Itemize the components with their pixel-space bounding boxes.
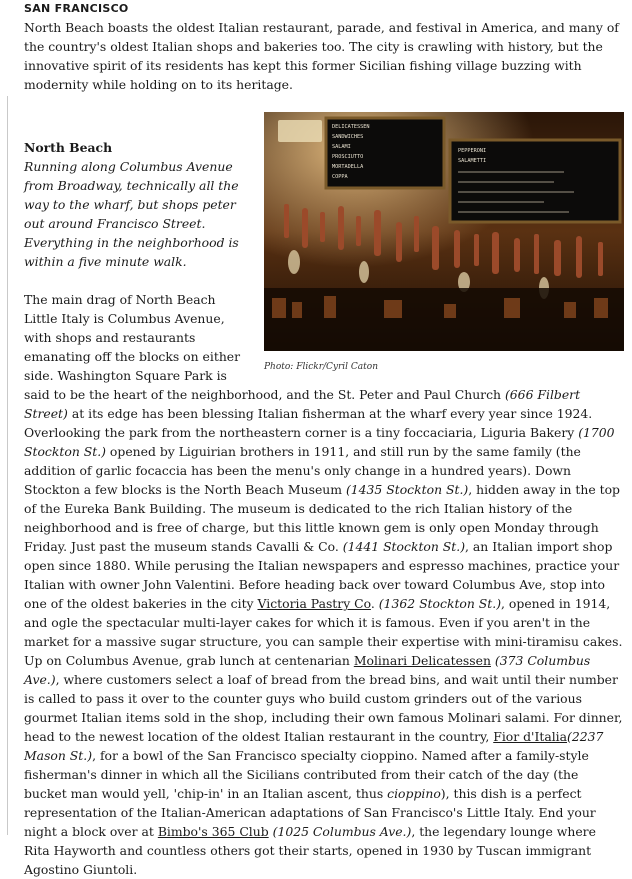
body-text: at its edge has been blessing Italian fisherman at the wharf every year since 1924. Overlooking the park from the northeastern corner is a tiny foccaciaria, Liguria Bakery xyxy=(24,406,593,440)
section-kicker: SAN FRANCISCO xyxy=(24,2,129,15)
article-body xyxy=(24,290,624,879)
address: (2237 Mason St.) xyxy=(24,729,604,763)
intro-paragraph: North Beach boasts the oldest Italian restaurant, parade, and festival in America, and many of the country's oldest Italian shops and bakeries too. The city is crawling with history, but the innovative spirit of its residents has kept this former Sicilian fishing village buzzing with modernity while holding on to its heritage. xyxy=(24,20,619,92)
address: (1435 Stockton St.) xyxy=(345,482,469,497)
dish-name: cioppino xyxy=(387,786,441,801)
victoria-pastry-link[interactable]: Victoria Pastry Co xyxy=(257,596,371,611)
sign-line: SANDWICHES xyxy=(332,134,364,140)
sign-line: DELICATESSEN xyxy=(332,124,370,130)
sign-line: SALAMETTI xyxy=(458,158,487,164)
body-text: , opened in 1914, and ogle the spectacular multi-layer cakes for which it is famous. Even if you aren't in the market for a massive sugar structure, you can sample their expertise with mini-tiramisu cakes. Up on Columbus Avenue, grab lunch at centenarian xyxy=(24,596,623,668)
sign-line: PROSCIUTTO xyxy=(332,154,364,160)
molinari-deli-link[interactable]: Molinari Delicatessen xyxy=(353,653,491,668)
left-rule xyxy=(7,96,8,835)
body-text: , an Italian import shop open since 1880. While perusing the Italian newspapers and espresso machines, practice your Italian with owner John Valentini. Before heading back over toward Columbus Ave, stop into one of the oldest bakeries in the city xyxy=(24,539,620,611)
address: (1362 Stockton St.) xyxy=(378,596,502,611)
section-title: North Beach xyxy=(24,140,113,155)
deli-photo xyxy=(264,112,624,351)
sign-line: MORTADELLA xyxy=(332,164,364,170)
address: (1700 Stockton St.) xyxy=(24,425,615,459)
body-text: . xyxy=(370,596,379,611)
sign-line: SALAMI xyxy=(332,144,351,150)
body-text: , hidden away in the top of the Eureka Bank Building. The museum is dedicated to the rich Italian history of the neighborhood and is free of charge, but this little known gem is only open Monday through Friday. Just past the museum stands Cavalli & Co. xyxy=(24,482,620,554)
sign-line: PEPPERONI xyxy=(458,148,487,154)
sign-line: COPPA xyxy=(332,174,348,180)
body-text: opened by Liguirian brothers in 1911, and still run by the same family (the addition of garlic focaccia has been the menu's only change in a hundred years). Down Stockton a few blocks is the North Beach Museum xyxy=(24,444,581,497)
photo-caption: Photo: Flickr/Cyril Caton xyxy=(264,362,379,372)
photo-figure xyxy=(264,112,626,374)
body-text: ), this dish is a perfect representation of the Italian-American adaptations of San Francisco's Little Italy. End your night a block over at xyxy=(24,786,596,839)
section-lede: Running along Columbus Avenue from Broadway, technically all the way to the wharf, but shops peter out around Francisco Street. Everything in the neighborhood is within a five minute walk. xyxy=(24,159,239,269)
body-text: The main drag of North Beach Little Italy is Columbus Avenue, with shops and restaurants emanating off the blocks on either side. Washington Square Park is said to be the heart of the neighborhood, and the St. Peter and Paul Church xyxy=(24,292,505,402)
body-text: , the legendary lounge where Rita Hayworth and countless others got their starts, opened in 1930 by Tuscan immigrant Agostino Giuntoli. xyxy=(24,824,596,877)
bimbos-club-link[interactable]: Bimbo's 365 Club xyxy=(157,824,269,839)
article xyxy=(24,0,624,879)
body-text: , where customers select a loaf of bread from the bread bins, and wait until their number is called to pass it over to the counter guys who build custom grinders out of the various gourmet Italian items sold in the shop, including their own famous Molinari salami. For dinner, head to the newest location of the oldest Italian restaurant in the country, xyxy=(24,672,623,744)
body-text: , for a bowl of the San Francisco specialty cioppino. Named after a family-style fisherman's dinner in which all the Sicilians contributed from their catch of the day (the bucket man would yell, 'chip-in' in an Italian ascent, thus xyxy=(24,748,589,801)
address: (1025 Columbus Ave.) xyxy=(272,824,412,839)
address: (1441 Stockton St.) xyxy=(342,539,466,554)
address: (666 Filbert Street) xyxy=(24,387,581,421)
address: (373 Columbus Ave.) xyxy=(24,653,591,687)
fior-ditalia-link[interactable]: Fior d'Italia xyxy=(493,729,568,744)
